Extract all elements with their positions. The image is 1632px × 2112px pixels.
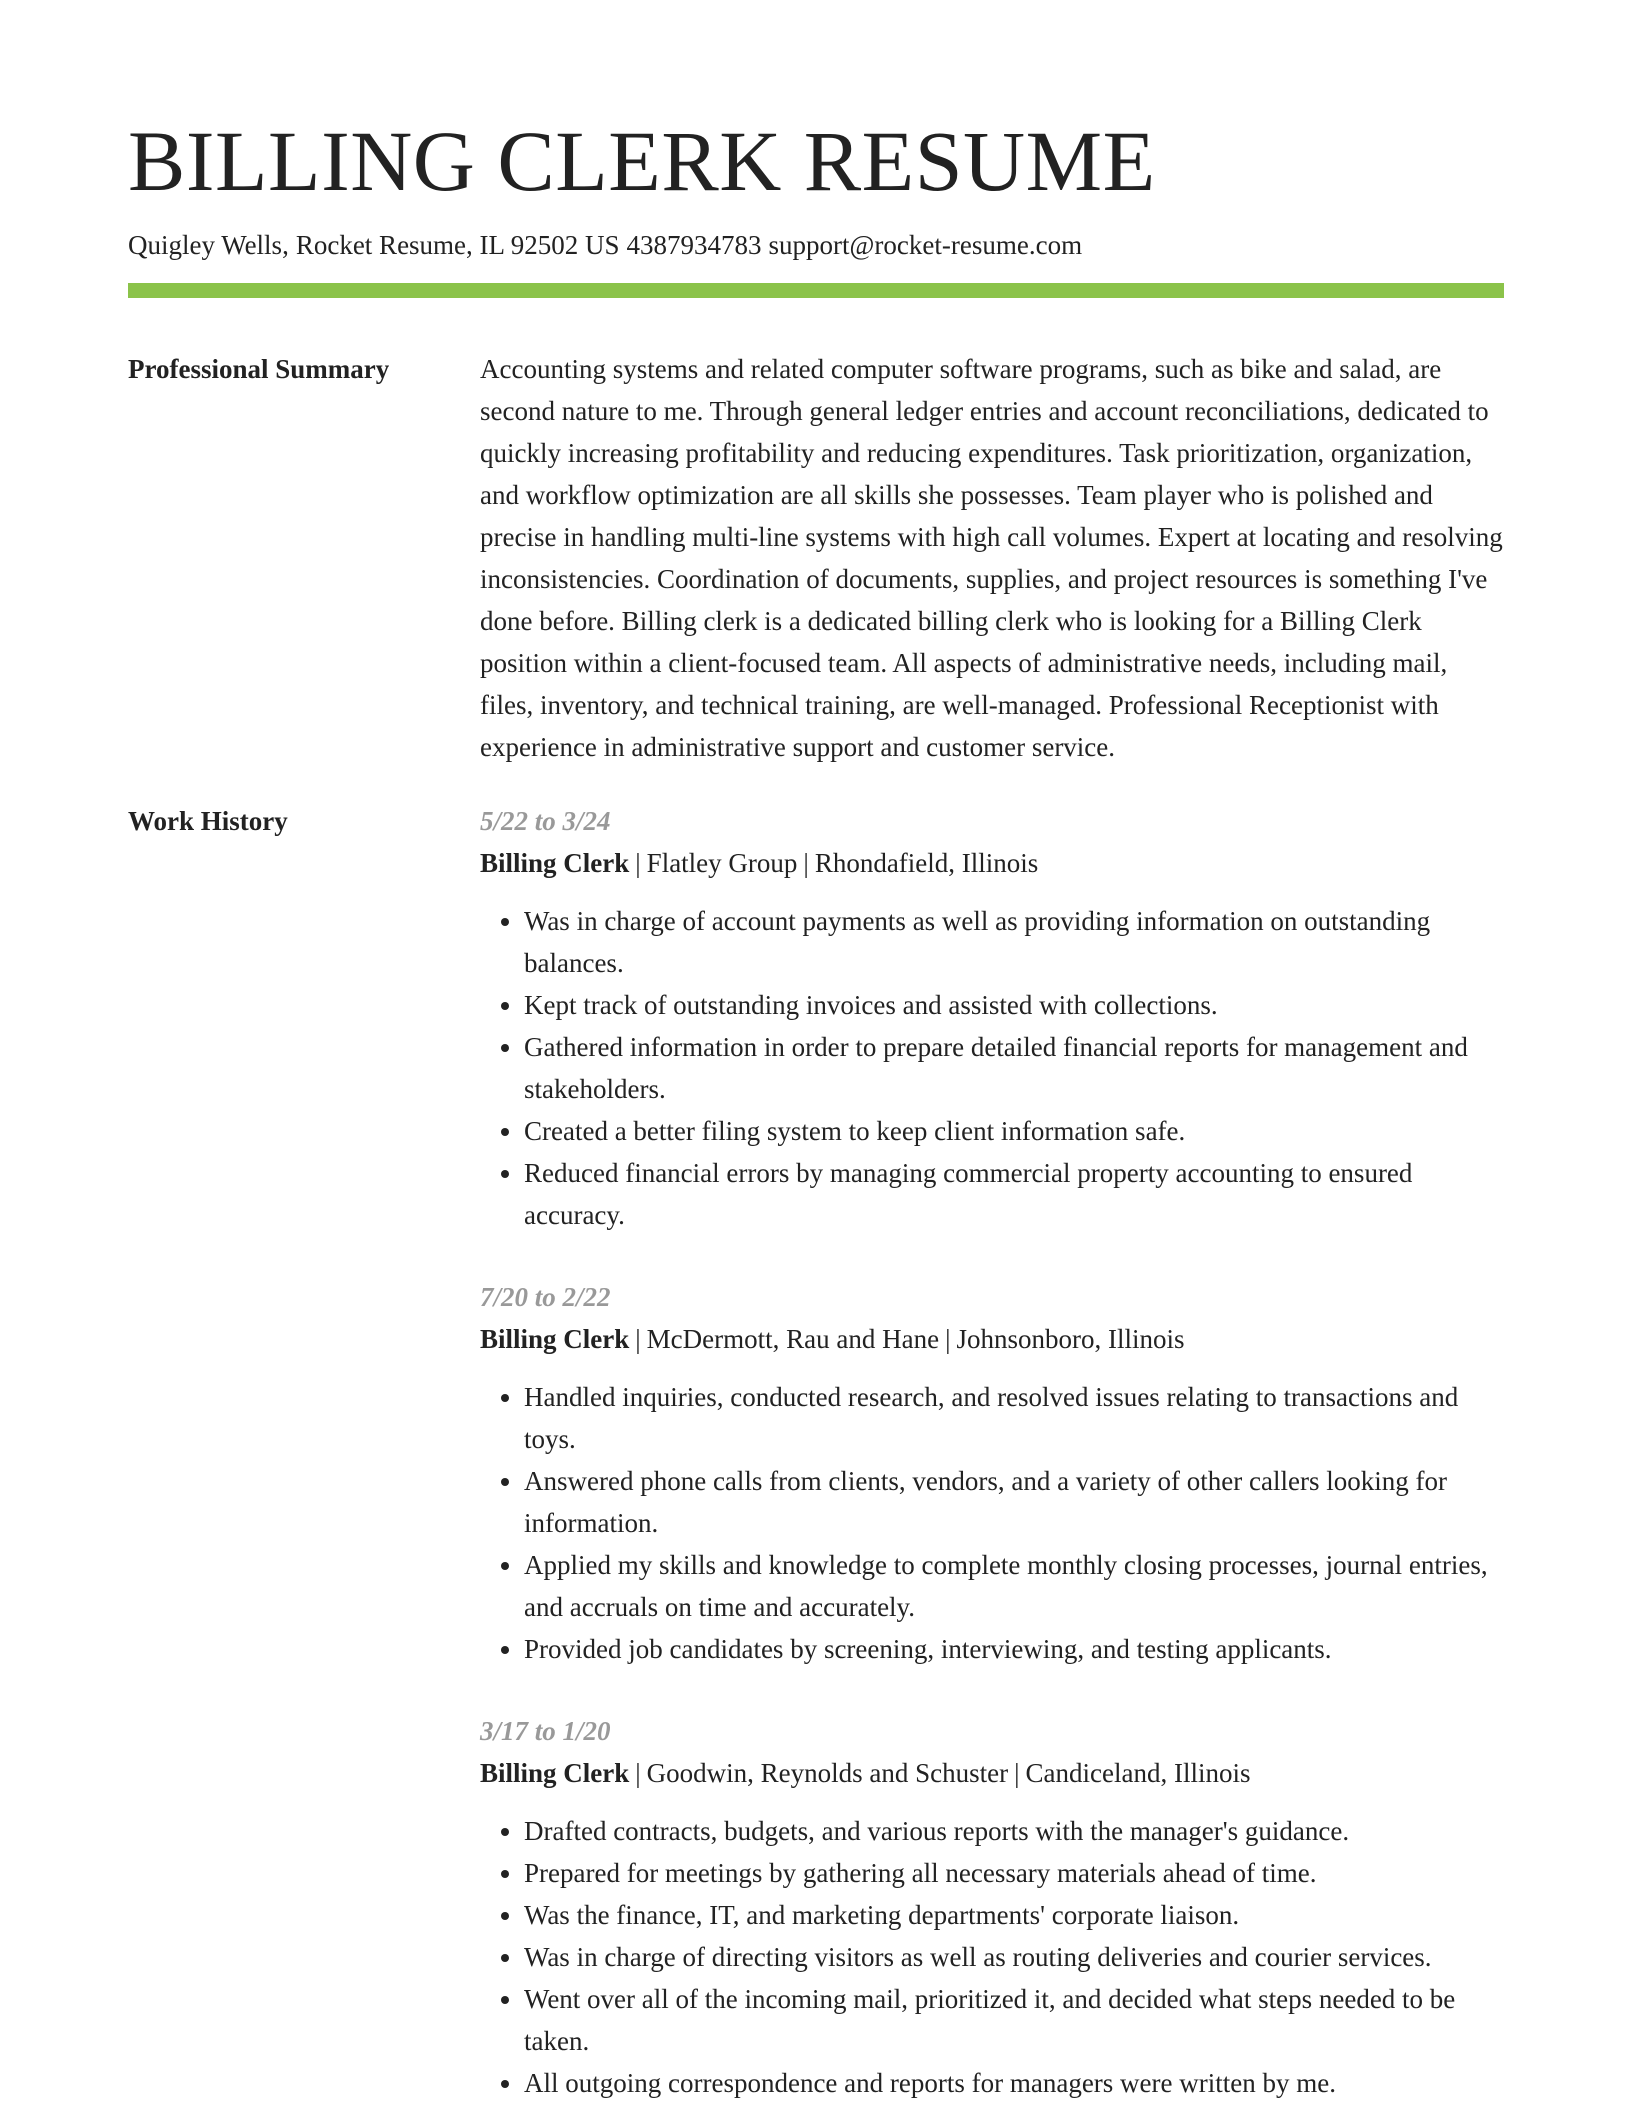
job-bullet: • Kept track of outstanding invoices and assisted with collections. <box>524 984 1504 1026</box>
contact-line <box>128 228 1504 262</box>
job-bullet-list <box>480 900 1504 1236</box>
accent-divider <box>128 283 1504 298</box>
job-dates: 3/17 to 1/20 <box>480 1716 611 1746</box>
job-bullet: • Went over all of the incoming mail, prioritized it, and decided what steps needed to be taken. <box>524 1978 1504 2062</box>
job-bullet: • All outgoing correspondence and reports for managers were written by me. <box>524 2062 1504 2104</box>
separator: | <box>635 848 641 878</box>
professional-summary-section <box>128 348 1504 768</box>
job-bullet-list <box>480 1376 1504 1670</box>
job-bullet: • Gathered information in order to prepare detailed financial reports for management and stakeholders. <box>524 1026 1504 1110</box>
work-history-body <box>480 800 1504 2112</box>
job-bullet: • Reduced financial errors by managing commercial property accounting to ensured accuracy. <box>524 1152 1504 1236</box>
job-entry <box>480 800 1504 1236</box>
job-bullet: • Was the finance, IT, and marketing departments' corporate liaison. <box>524 1894 1504 1936</box>
job-title: Billing Clerk <box>480 1758 630 1788</box>
job-company: Flatley Group <box>646 848 798 878</box>
resume-title: BILLING CLERK RESUME <box>128 113 1156 209</box>
contact-phone: 4387934783 <box>626 230 762 260</box>
job-bullet: • Was in charge of directing visitors as well as routing deliveries and courier services. <box>524 1936 1504 1978</box>
job-company: Goodwin, Reynolds and Schuster <box>646 1758 1009 1788</box>
job-location: Candiceland, Illinois <box>1025 1758 1251 1788</box>
job-title: Billing Clerk <box>480 1324 630 1354</box>
separator: | <box>635 1758 641 1788</box>
job-location: Rhondafield, Illinois <box>814 848 1039 878</box>
job-bullet: • Created a better filing system to keep client information safe. <box>524 1110 1504 1152</box>
job-dates: 5/22 to 3/24 <box>480 806 611 836</box>
work-history-section <box>128 800 1504 2112</box>
contact-name: Quigley Wells, <box>128 230 289 260</box>
separator: | <box>945 1324 951 1354</box>
job-heading <box>480 1752 1504 1794</box>
job-heading <box>480 1318 1504 1360</box>
separator: | <box>803 848 809 878</box>
job-heading <box>480 842 1504 884</box>
job-company: McDermott, Rau and Hane <box>646 1324 940 1354</box>
job-location: Johnsonboro, Illinois <box>956 1324 1185 1354</box>
job-dates: 7/20 to 2/22 <box>480 1282 611 1312</box>
job-bullet: • Prepared for meetings by gathering all necessary materials ahead of time. <box>524 1852 1504 1894</box>
contact-location: Rocket Resume, IL 92502 US <box>295 230 620 260</box>
job-bullet: • Applied my skills and knowledge to complete monthly closing processes, journal entries, and accruals on time and accurately. <box>524 1544 1504 1628</box>
job-bullet: • Handled inquiries, conducted research, and resolved issues relating to transactions and toys. <box>524 1376 1504 1460</box>
job-bullet: • Answered phone calls from clients, vendors, and a variety of other callers looking for information. <box>524 1460 1504 1544</box>
job-bullet: • Drafted contracts, budgets, and various reports with the manager's guidance. <box>524 1810 1504 1852</box>
job-bullet: • Provided job candidates by screening, interviewing, and testing applicants. <box>524 1628 1504 1670</box>
separator: | <box>1014 1758 1020 1788</box>
job-entry <box>480 1710 1504 2104</box>
contact-email: support@rocket-resume.com <box>768 230 1083 260</box>
job-title: Billing Clerk <box>480 848 630 878</box>
summary-body <box>480 348 1504 768</box>
section-label-work: Work History <box>128 806 288 836</box>
separator: | <box>635 1324 641 1354</box>
job-entry <box>480 1276 1504 1670</box>
job-bullet: • Was in charge of account payments as well as providing information on outstanding balances. <box>524 900 1504 984</box>
section-label-summary: Professional Summary <box>128 354 390 384</box>
summary-text: Accounting systems and related computer software programs, such as bike and salad, are second nature to me. Through general ledger entries and account reconciliations, dedicated to quickly increasing profitability and reducing expenditures. Task prioritization, organization, and workflow optimization are all skills she possesses. Team player who is polished and precise in handling multi-line systems with high call volumes. Expert at locating and resolving inconsistencies. Coordination of documents, supplies, and project resources is something I've done before. Billing clerk is a dedicated billing clerk who is looking for a Billing Clerk position within a client-focused team. All aspects of administrative needs, including mail, files, inventory, and technical training, are well-managed. Professional Receptionist with experience in administrative support and customer service. <box>480 354 1503 762</box>
job-bullet-list <box>480 1810 1504 2104</box>
